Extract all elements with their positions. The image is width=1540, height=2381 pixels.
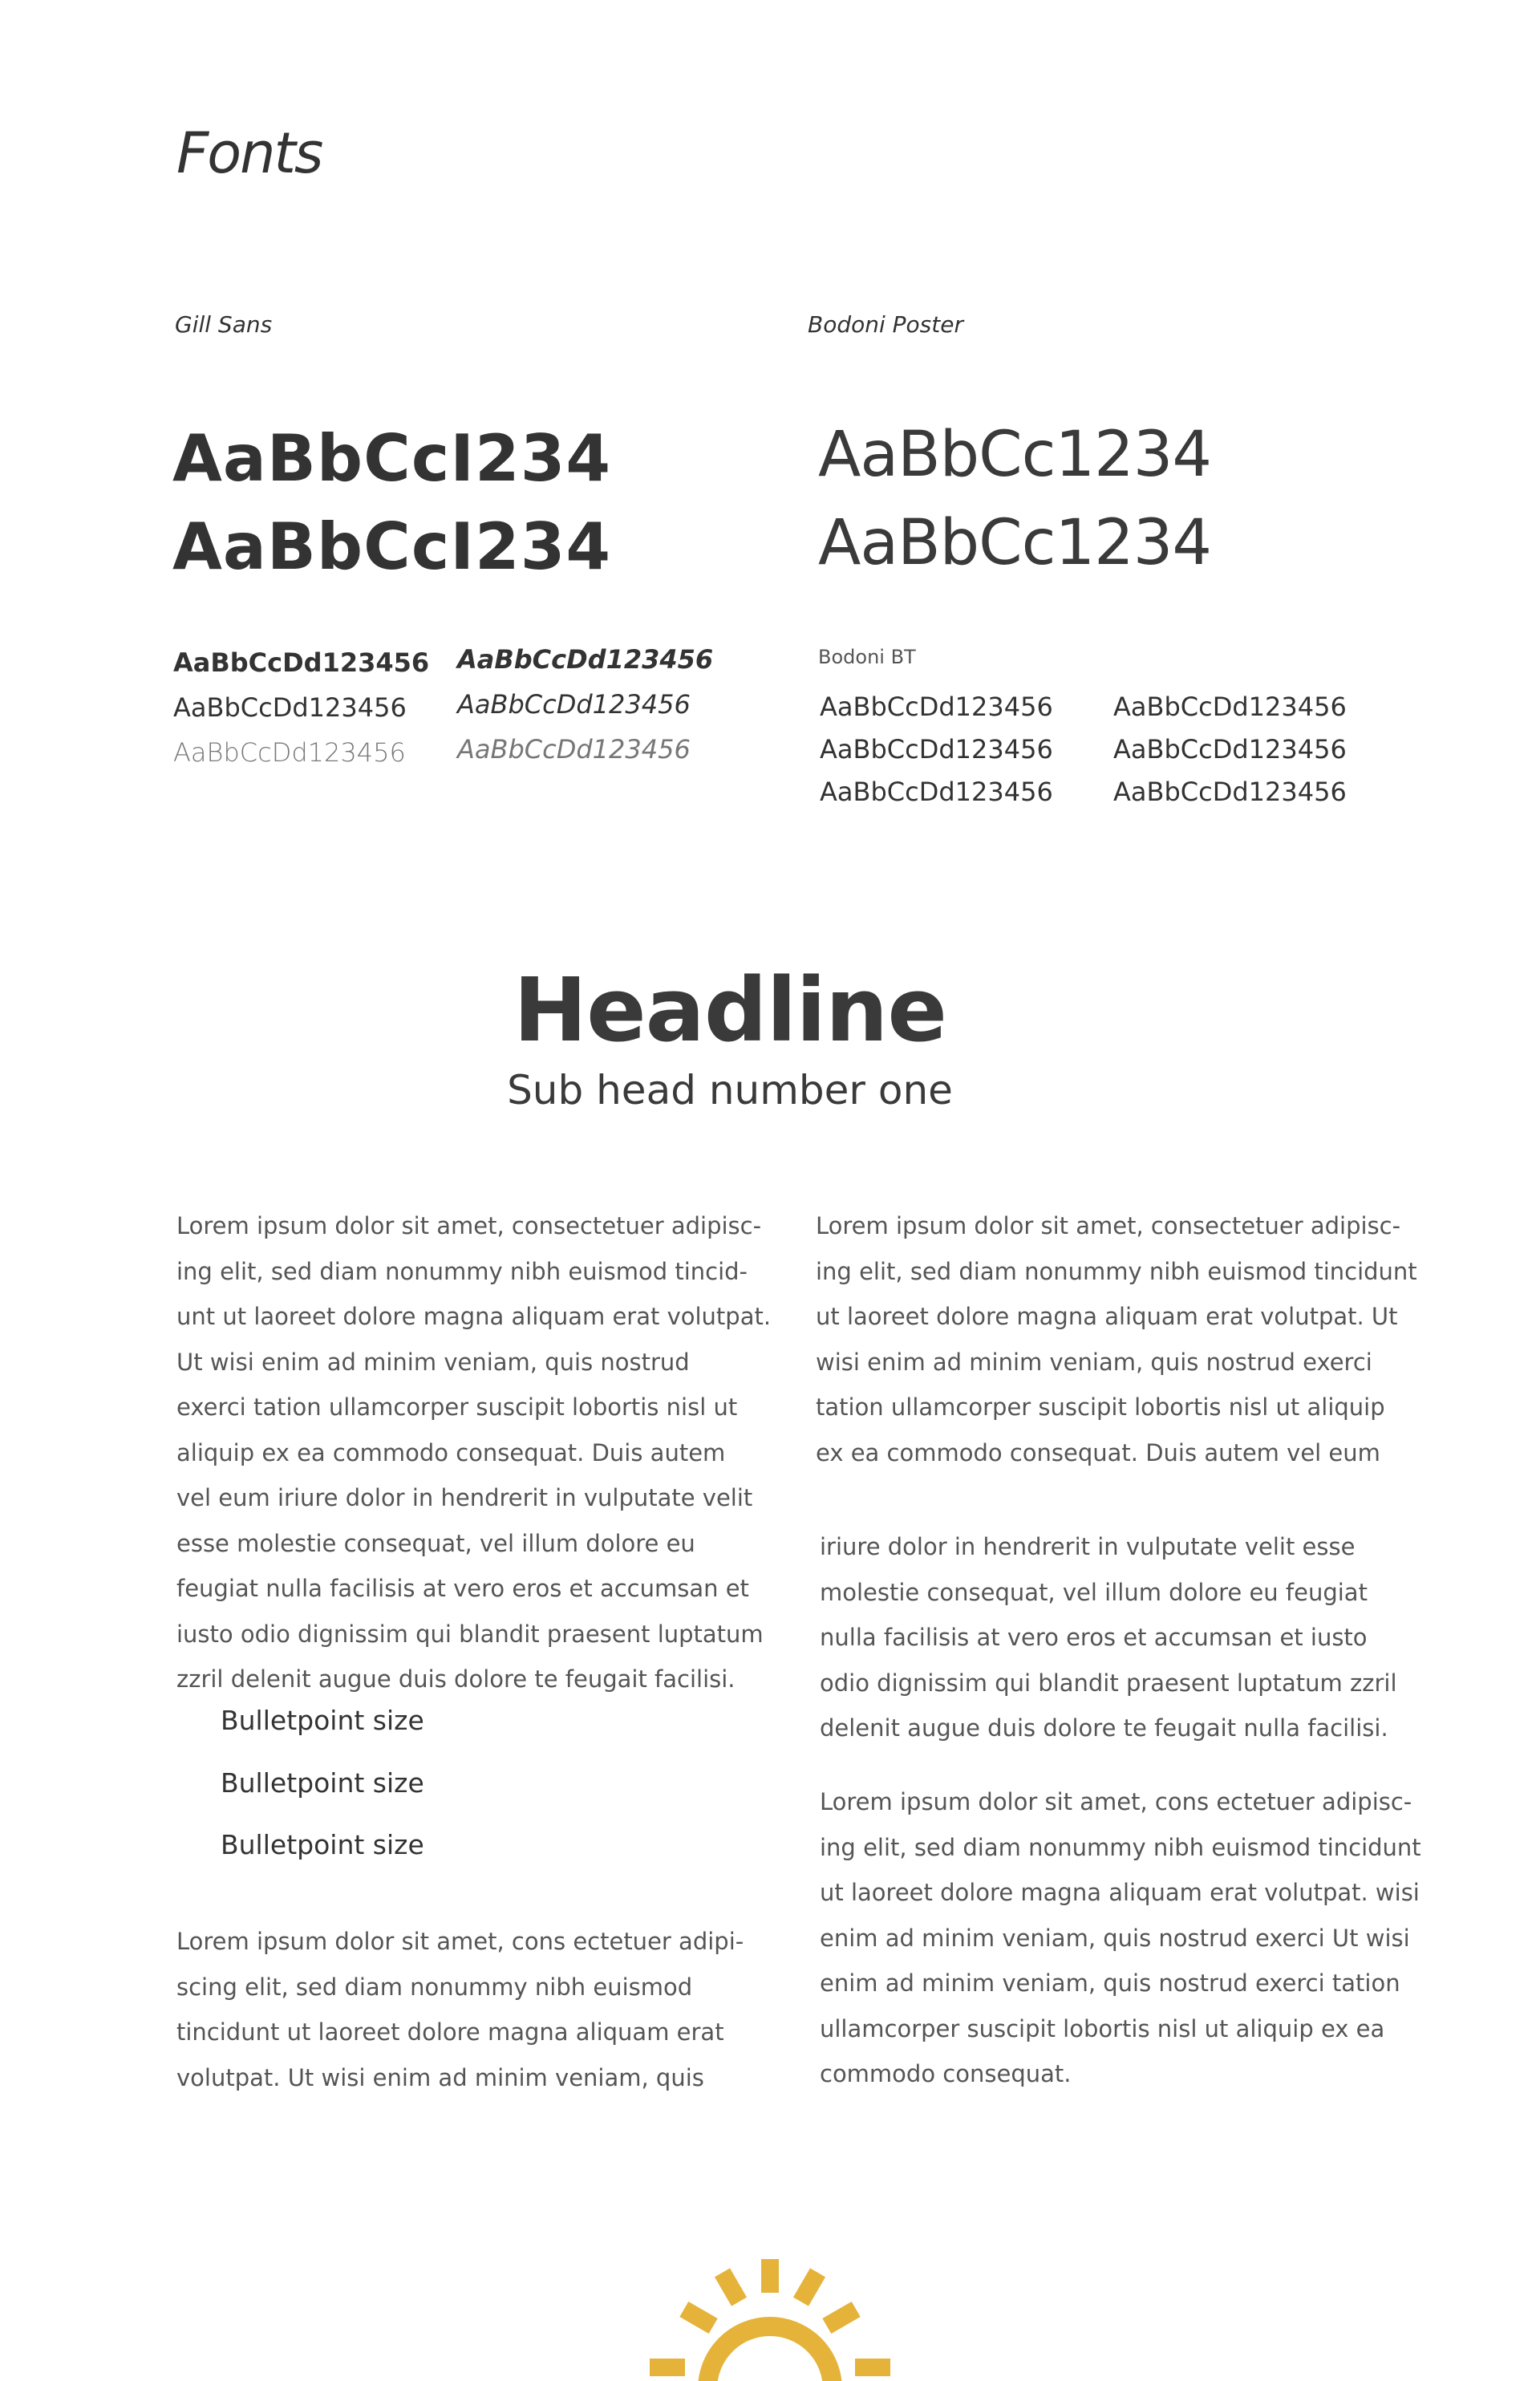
- bullet-list: [221, 1702, 424, 1889]
- text-line: Lorem ipsum dolor sit amet, consectetuer adipisc-: [176, 1212, 762, 1239]
- text-line: tation ullamcorper suscipit lobortis nisl ut aliquip: [816, 1393, 1385, 1421]
- bodoni-bt-sample: AaBbCcDd123456: [820, 777, 1053, 807]
- text-line: nulla facilisis at vero eros et accumsan et iusto: [820, 1624, 1368, 1651]
- text-line: enim ad minim veniam, quis nostrud exerci tation: [820, 1969, 1400, 1997]
- text-line: molestie consequat, vel illum dolore eu feugiat: [820, 1578, 1368, 1606]
- gill-sample-regular: AaBbCcDd123456: [173, 692, 407, 723]
- text-line: Ut wisi enim ad minim veniam, quis nostrud: [176, 1348, 690, 1376]
- right-paragraph-3: [820, 1779, 1421, 2097]
- text-line: enim ad minim veniam, quis nostrud exerci Ut wisi: [820, 1924, 1410, 1952]
- page-title: Fonts: [176, 120, 322, 186]
- text-line: ut laoreet dolore magna aliquam erat volutpat. wisi: [820, 1879, 1420, 1906]
- bullet-item: Bulletpoint size: [221, 1705, 424, 1736]
- text-line: volutpat. Ut wisi enim ad minim veniam, quis: [176, 2063, 704, 2091]
- text-line: exerci tation ullamcorper suscipit lobortis nisl ut: [176, 1393, 738, 1421]
- sun-icon: [642, 2246, 898, 2381]
- right-paragraph-2: [820, 1524, 1397, 1751]
- bodoni-bt-sample: AaBbCcDd123456: [1113, 734, 1347, 765]
- bodoni-sample-large-1: AaBbCc1234: [818, 419, 1212, 491]
- font-label-bodoni-bt: Bodoni BT: [818, 646, 916, 668]
- text-line: ullamcorper suscipit lobortis nisl ut aliquip ex ea: [820, 2014, 1385, 2042]
- text-line: esse molestie consequat, vel illum dolore eu: [176, 1529, 695, 1557]
- text-line: ut laoreet dolore magna aliquam erat volutpat. Ut: [816, 1303, 1398, 1330]
- headline: Headline: [513, 959, 946, 1061]
- text-line: iriure dolor in hendrerit in vulputate velit esse: [820, 1533, 1356, 1560]
- gill-sample-light-italic: AaBbCcDd123456: [457, 734, 691, 765]
- gill-sample-bold: AaBbCcDd123456: [173, 647, 430, 678]
- text-line: feugiat nulla facilisis at vero eros et accumsan et: [176, 1575, 749, 1602]
- gill-sample-large-1: AaBbCcI234: [172, 421, 612, 496]
- left-paragraph-1: [176, 1203, 771, 1702]
- text-line: tincidunt ut laoreet dolore magna aliquam erat: [176, 2018, 724, 2046]
- bodoni-bt-sample: AaBbCcDd123456: [1113, 777, 1347, 807]
- text-line: ing elit, sed diam nonummy nibh euismod tincid-: [176, 1257, 748, 1285]
- text-line: delenit augue duis dolore te feugait nulla facilisi.: [820, 1714, 1388, 1742]
- font-label-bodoni-poster: Bodoni Poster: [808, 311, 963, 338]
- text-line: ing elit, sed diam nonummy nibh euismod tincidunt: [816, 1257, 1417, 1285]
- text-line: Lorem ipsum dolor sit amet, cons ectetuer adipisc-: [820, 1788, 1412, 1815]
- text-line: zzril delenit augue duis dolore te feugait facilisi.: [176, 1665, 736, 1693]
- text-line: unt ut laoreet dolore magna aliquam erat volutpat.: [176, 1303, 772, 1330]
- bullet-item: Bulletpoint size: [221, 1829, 424, 1860]
- right-paragraph-1: [816, 1203, 1417, 1475]
- gill-sample-bold-italic: AaBbCcDd123456: [457, 644, 714, 675]
- left-paragraph-2: [176, 1919, 744, 2100]
- text-line: scing elit, sed diam nonummy nibh euismod: [176, 1973, 693, 2001]
- bodoni-bt-sample: AaBbCcDd123456: [820, 692, 1053, 722]
- subhead: Sub head number one: [507, 1067, 953, 1113]
- text-line: ex ea commodo consequat. Duis autem vel eum: [816, 1438, 1380, 1466]
- bodoni-bt-sample: AaBbCcDd123456: [1113, 692, 1347, 722]
- gill-sample-light: AaBbCcDd123456: [173, 737, 406, 768]
- text-line: commodo consequat.: [820, 2060, 1072, 2087]
- bullet-item: Bulletpoint size: [221, 1766, 424, 1799]
- font-label-gill-sans: Gill Sans: [175, 311, 273, 338]
- text-line: aliquip ex ea commodo consequat. Duis autem: [176, 1438, 726, 1466]
- bodoni-sample-large-2: AaBbCc1234: [818, 507, 1212, 579]
- text-line: vel eum iriure dolor in hendrerit in vulputate velit: [176, 1484, 753, 1511]
- gill-sample-italic: AaBbCcDd123456: [457, 689, 691, 720]
- bodoni-bt-sample: AaBbCcDd123456: [820, 734, 1053, 765]
- text-line: Lorem ipsum dolor sit amet, consectetuer adipisc-: [816, 1212, 1401, 1239]
- text-line: wisi enim ad minim veniam, quis nostrud exerci: [816, 1348, 1372, 1376]
- text-line: Lorem ipsum dolor sit amet, cons ectetuer adipi-: [176, 1928, 744, 1955]
- text-line: ing elit, sed diam nonummy nibh euismod tincidunt: [820, 1833, 1421, 1861]
- gill-sample-large-2: AaBbCcI234: [172, 509, 612, 584]
- text-line: iusto odio dignissim qui blandit praesent luptatum: [176, 1620, 764, 1648]
- text-line: odio dignissim qui blandit praesent luptatum zzril: [820, 1669, 1397, 1697]
